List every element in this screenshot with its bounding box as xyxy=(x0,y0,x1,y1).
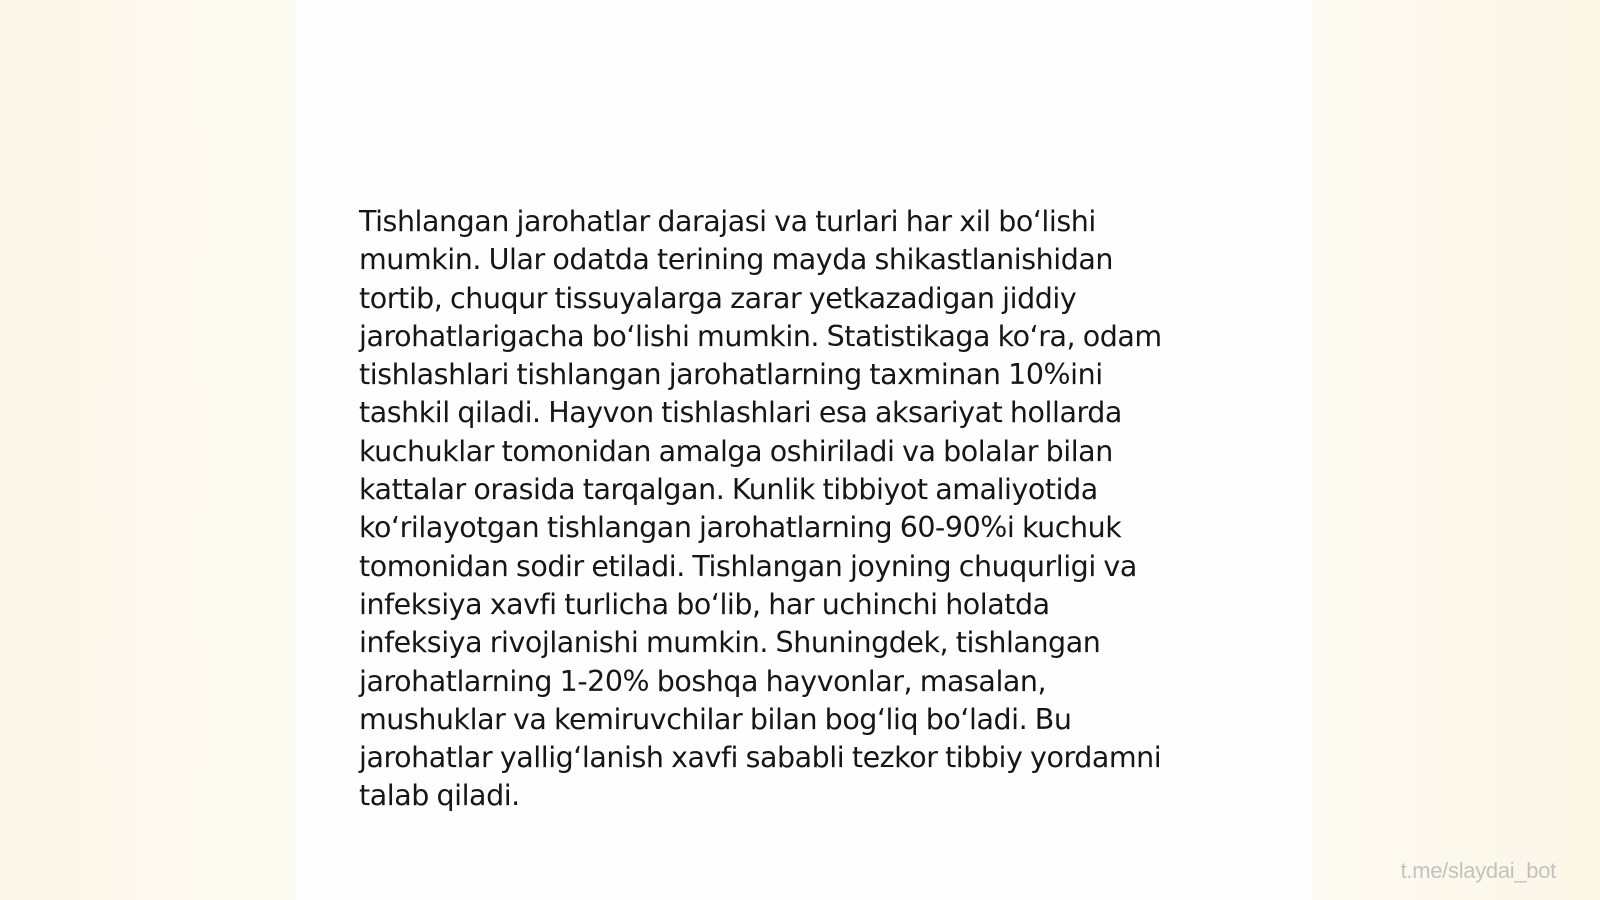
watermark-text: t.me/slaydai_bot xyxy=(1400,858,1556,883)
slide-body-text: Tishlangan jarohatlar darajasi va turlari har xil bo‘lishi mumkin. Ular odatda terining mayda shikastlanishidan tortib, chuqur tissuyalarga zarar yetkazadigan jiddiy jarohatlarigacha bo‘lishi mumkin. Statistikaga ko‘ra, odam tishlashlari tishlangan jarohatlarning taxminan 10%ini tashkil qiladi. Hayvon tishlashlari esa aksariyat hollarda kuchuklar tomonidan amalga oshiriladi va bolalar bilan kattalar orasida tarqalgan. Kunlik tibbiyot amaliyotida ko‘rilayotgan tishlangan jarohatlarning 60-90%i kuchuk tomonidan sodir etiladi. Tishlangan joyning chuqurligi va infeksiya xavfi turlicha bo‘lib, har uchinchi holatda infeksiya rivojlanishi mumkin. Shuningdek, tishlangan jarohatlarning 1-20% boshqa hayvonlar, masalan, mushuklar va kemiruvchilar bilan bog‘liq bo‘ladi. Bu jarohatlar yallig‘lanish xavfi sababli tezkor tibbiy yordamni talab qiladi. xyxy=(359,205,1162,813)
